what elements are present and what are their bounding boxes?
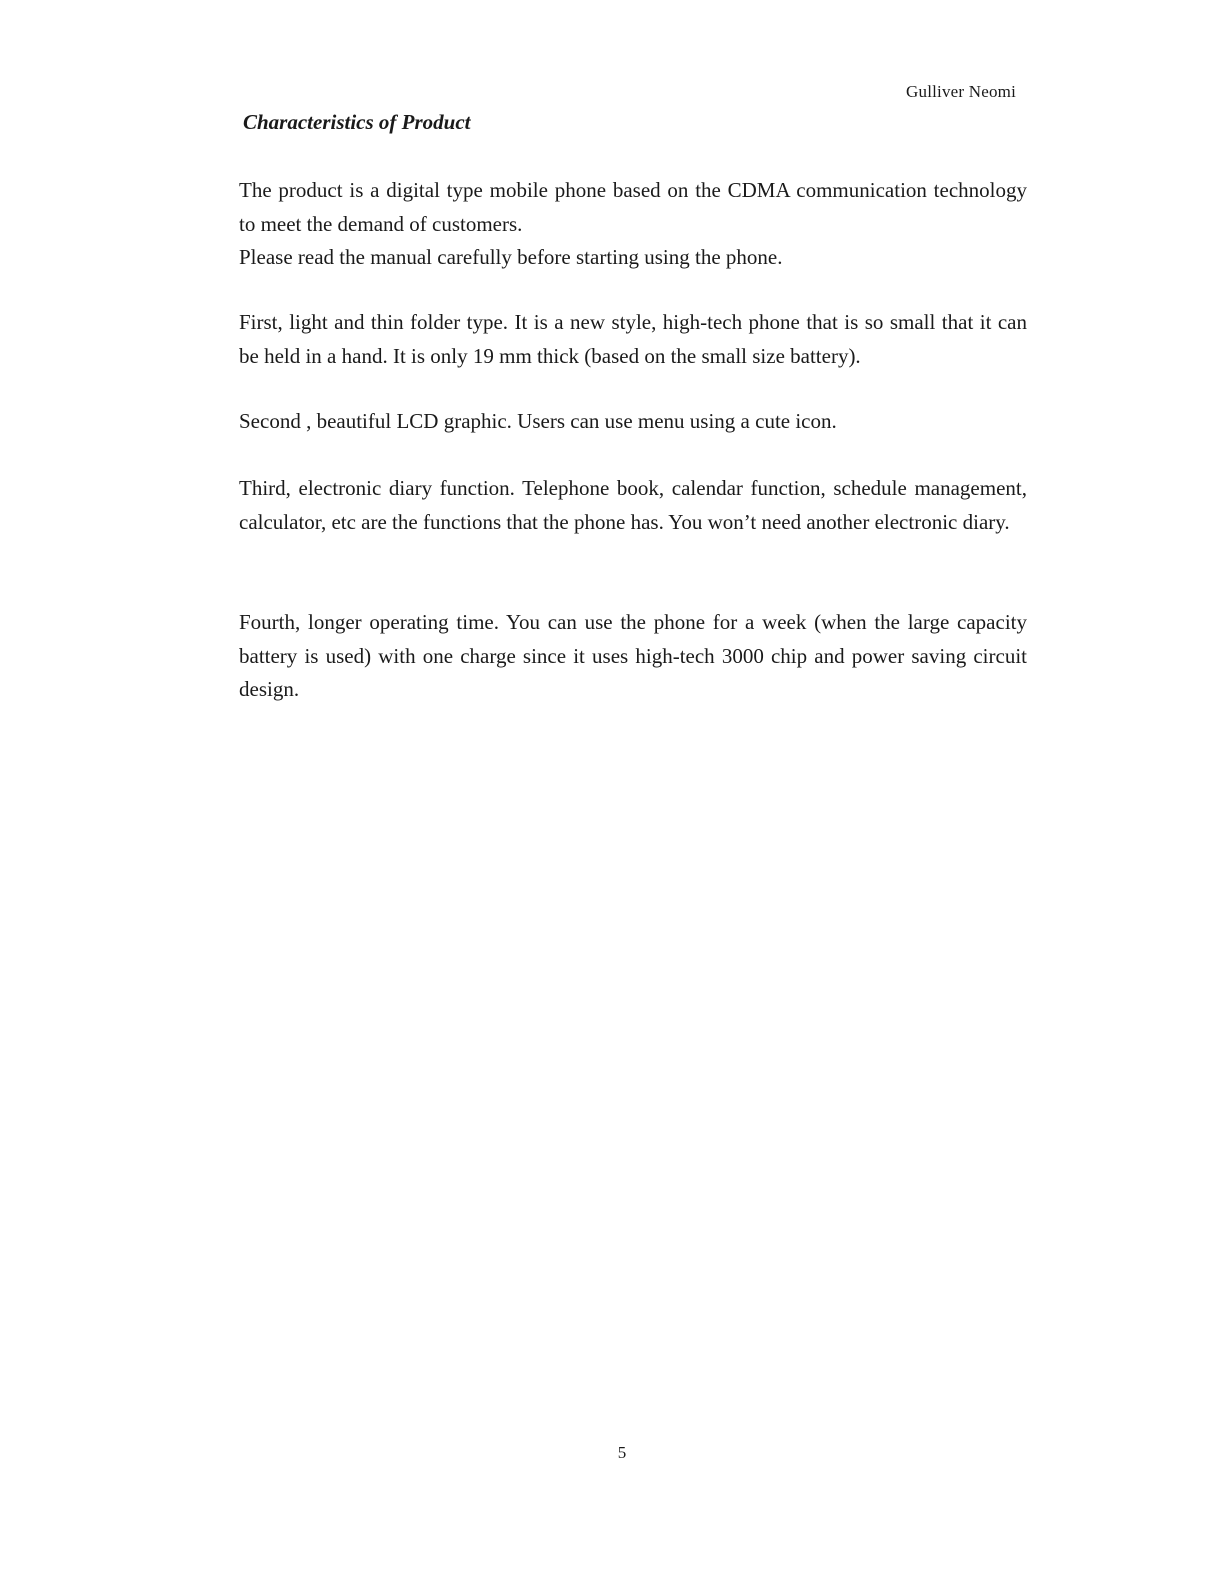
paragraph-first: First, light and thin folder type. It is a new style, high-tech phone that is so small that it can be held in a hand. It is only 19 mm thick (based on the small size battery). — [239, 310, 1027, 368]
header-author: Gulliver Neomi — [906, 82, 1016, 101]
page-number: 5 — [617, 1443, 627, 1462]
paragraph-third: Third, electronic diary function. Telephone book, calendar function, schedule management, calculator, etc are the functions that the phone has. You won’t need another electronic diary. — [239, 476, 1027, 534]
section-title: Characteristics of Product — [243, 110, 471, 134]
intro-text: The product is a digital type mobile phone based on the CDMA communication technology to meet the demand of customers. — [239, 178, 1027, 236]
paragraph-fourth: Fourth, longer operating time. You can use the phone for a week (when the large capacity battery is used) with one charge since it uses high-tech 3000 chip and power saving circuit design. — [239, 610, 1027, 701]
intro-paragraph — [239, 174, 1027, 275]
paragraph-second: Second , beautiful LCD graphic. Users can use menu using a cute icon. — [239, 409, 837, 433]
intro-note-text: Please read the manual carefully before starting using the phone. — [239, 245, 783, 269]
